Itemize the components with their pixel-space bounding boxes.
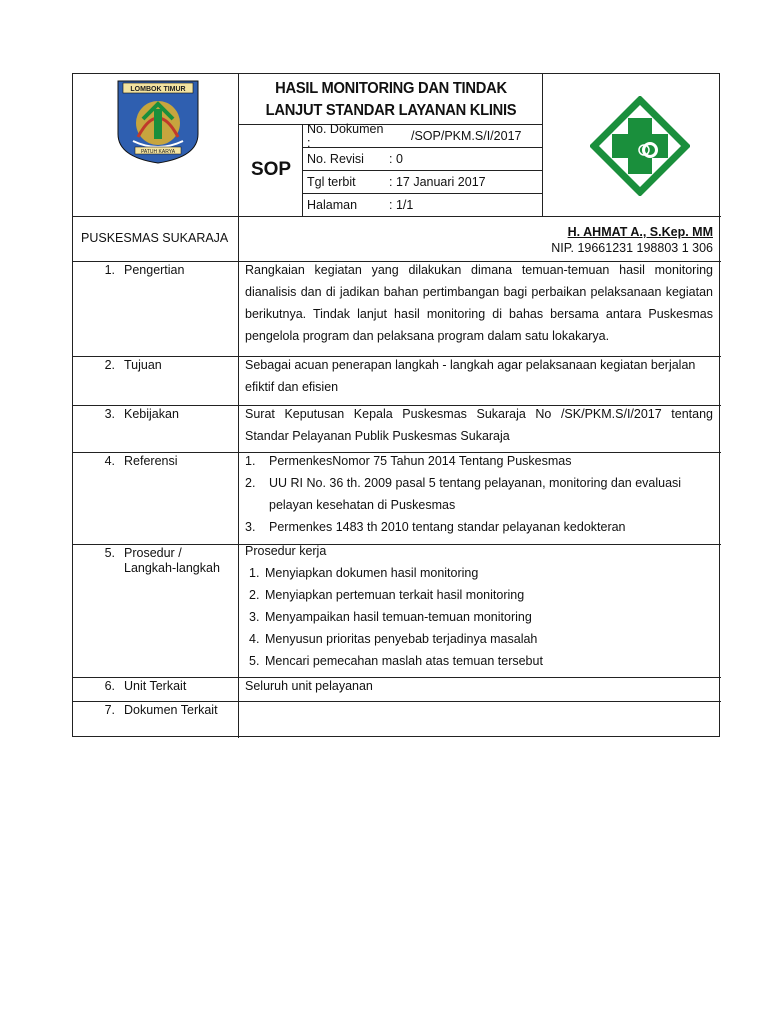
meta-key: No. Revisi — [307, 152, 364, 166]
section-text-pengertian: Rangkaian kegiatan yang dilakukan dimana temuan-temuan hasil monitoring dianalisis dan di jadikan bahan pertimbangan bagi perbaikan pelaksanaan kegiatan berikutnya. Tindak lanjut hasil monitoring di bahas bersama antara Puskesmas pengelola program dan pelaksana program dalam satu lokakarya. — [245, 263, 713, 343]
meta-value: : 17 Januari 2017 — [389, 175, 486, 189]
meta-value: : 1/1 — [389, 198, 414, 212]
meta-value: : 0 — [389, 152, 403, 166]
list-item-text: Mencari pemecahan maslah atas temuan tersebut — [265, 654, 543, 668]
list-item-text: Menyiapkan pertemuan terkait hasil monitoring — [265, 588, 525, 602]
procedure-heading: Prosedur kerja — [245, 544, 327, 558]
section-label-prosedur — [124, 546, 234, 576]
list-item-number: 3. — [249, 610, 260, 624]
reference-list — [245, 450, 713, 538]
list-item — [245, 450, 713, 472]
section-text-tujuan: Sebagai acuan penerapan langkah - langkah agar pelaksanaan kegiatan berjalan efiktif dan efisien — [245, 358, 696, 394]
section-label-unit-terkait: Unit Terkait — [124, 679, 187, 693]
document-title — [252, 76, 530, 124]
list-item — [245, 562, 713, 584]
signer-nip: NIP. 19661231 198803 1 306 — [551, 241, 713, 255]
meta-key: No. Dokumen : — [307, 122, 384, 150]
institution-name: PUSKESMAS SUKARAJA — [81, 231, 229, 245]
meta-row-revisi — [307, 147, 537, 171]
list-item-text: Menyusun prioritas penyebab terjadinya masalah — [265, 632, 538, 646]
section-label-referensi: Referensi — [124, 454, 178, 468]
section-number: 5. — [104, 546, 115, 560]
list-item-text: PermenkesNomor 75 Tahun 2014 Tentang Puskesmas — [269, 454, 572, 468]
list-item-text: Permenkes 1483 th 2010 tentang standar pelayanan kedokteran — [269, 520, 626, 534]
list-item-number: 4. — [249, 632, 260, 646]
meta-key: Halaman — [307, 198, 358, 212]
section-number: 2. — [104, 358, 115, 372]
signer-name: H. AHMAT A., S.Kep. MM — [567, 225, 713, 239]
meta-row-dokumen — [307, 124, 537, 148]
title-line-2: LANJUT STANDAR LAYANAN KLINIS — [265, 102, 517, 119]
list-item-text: Menyampaikan hasil temuan-temuan monitoring — [265, 610, 532, 624]
signer-block — [551, 224, 713, 256]
sop-table — [72, 73, 720, 737]
title-line-1: HASIL MONITORING DAN TINDAK — [275, 80, 507, 97]
list-item — [245, 516, 713, 538]
emblem-top-text: LOMBOK TIMUR — [130, 86, 186, 93]
section-number: 3. — [104, 407, 115, 421]
list-item-text: UU RI No. 36 th. 2009 pasal 5 tentang pelayanan, monitoring dan evaluasi pelayan kesehatan di Puskesmas — [269, 476, 682, 512]
puskesmas-logo-icon — [590, 96, 690, 196]
list-item — [245, 606, 713, 628]
emblem-bottom-text: PATUH KARYA — [140, 149, 176, 155]
section-number: 6. — [104, 679, 115, 693]
section-number: 1. — [104, 263, 115, 277]
section-number: 4. — [104, 454, 115, 468]
meta-row-tgl-terbit — [307, 170, 537, 194]
list-item-text: Menyiapkan dokumen hasil monitoring — [265, 566, 479, 580]
section-label-tujuan: Tujuan — [124, 358, 162, 372]
sop-label: SOP — [250, 159, 292, 180]
column-divider — [238, 74, 239, 738]
section-label-pengertian: Pengertian — [124, 263, 185, 277]
emblem-icon — [113, 79, 203, 165]
row-divider — [73, 701, 721, 702]
header-divider-right — [542, 74, 543, 216]
list-item-number: 1. — [249, 566, 260, 580]
list-item-number: 3. — [245, 520, 256, 534]
list-item-number: 2. — [245, 476, 256, 490]
list-item-number: 2. — [249, 588, 260, 602]
section-label-kebijakan: Kebijakan — [124, 407, 179, 421]
section-text-kebijakan: Surat Keputusan Kepala Puskesmas Sukaraja No /SK/PKM.S/I/2017 tentang Standar Pelayanan Publik Puskesmas Sukaraja — [245, 407, 713, 443]
procedure-block — [245, 540, 713, 672]
meta-key: Tgl terbit — [307, 175, 356, 189]
list-item — [245, 584, 713, 606]
section-number: 7. — [104, 703, 115, 717]
puskesmas-logo — [590, 96, 690, 196]
meta-row-halaman — [307, 193, 537, 217]
sop-document — [72, 73, 720, 737]
label-line: Prosedur / — [124, 546, 182, 560]
section-label-dokumen-terkait: Dokumen Terkait — [124, 703, 218, 717]
label-line: Langkah-langkah — [124, 561, 220, 575]
meta-value: /SOP/PKM.S/I/2017 — [411, 129, 522, 143]
list-item-number: 1. — [245, 454, 256, 468]
section-text-unit-terkait: Seluruh unit pelayanan — [245, 679, 373, 693]
list-item — [245, 650, 713, 672]
list-item — [245, 472, 713, 516]
list-item — [245, 628, 713, 650]
lombok-timur-emblem — [113, 79, 203, 165]
list-item-number: 5. — [249, 654, 260, 668]
